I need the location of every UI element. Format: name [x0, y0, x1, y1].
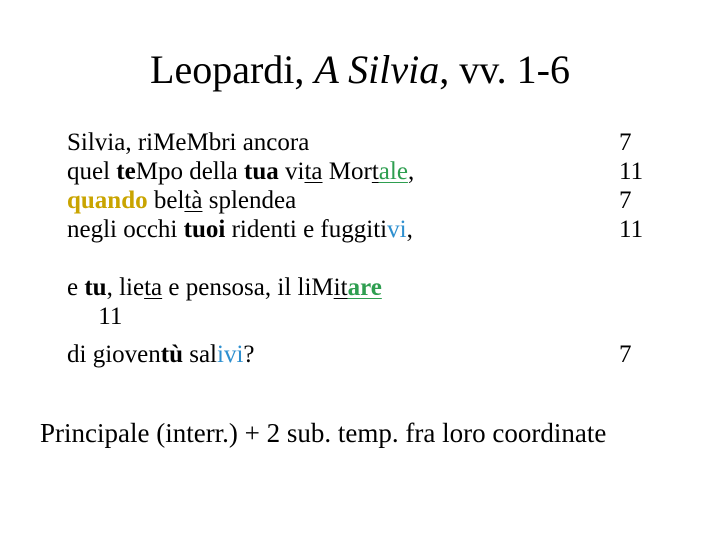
verse-segment-bold: tu	[84, 274, 107, 301]
verse-line-2	[67, 157, 414, 186]
verse-segment-highlight: quando	[67, 187, 148, 214]
rhyme-segment: ale	[378, 158, 408, 185]
verse-segment-bold: tua	[244, 158, 279, 185]
verse-segment: Mpo della	[135, 158, 245, 185]
verse-segment-underlined: ta	[144, 274, 163, 301]
verse-segment: e pensosa, il li	[162, 274, 312, 301]
verse-segment: ,	[407, 158, 415, 185]
title-author: Leopardi,	[150, 47, 305, 92]
rhyme-segment: are	[347, 274, 382, 301]
verse-line-5	[67, 273, 382, 302]
syllable-count-2: 11	[619, 158, 644, 185]
syllable-count-1: 7	[619, 129, 632, 156]
verse-segment: vi	[278, 158, 305, 185]
verse-segment: M	[186, 129, 209, 156]
syllable-count-6: 7	[619, 341, 632, 368]
verse-segment: splendea	[202, 187, 297, 214]
syllable-count-4: 11	[619, 216, 644, 243]
verse-segment: quel	[67, 158, 117, 185]
verse-segment: M	[311, 274, 334, 301]
verse-segment-underlined: tà	[184, 187, 203, 214]
syllable-count-3: 7	[619, 187, 632, 214]
verse-segment-underlined: t	[371, 158, 379, 185]
verse-segment: Mor	[322, 158, 372, 185]
verse-segment: Silvia, ri	[67, 129, 154, 156]
verse-segment: negli occhi	[67, 216, 184, 243]
verse-segment-bold: tuoi	[183, 216, 226, 243]
verse-line-6	[67, 340, 255, 369]
verse-segment-bold: te	[116, 158, 136, 185]
verse-segment: , lie	[106, 274, 145, 301]
verse-segment: bri ancora	[208, 129, 310, 156]
verse-segment-underlined: ta	[304, 158, 323, 185]
rhyme-segment: ivi	[217, 341, 244, 368]
verse-segment: bel	[147, 187, 185, 214]
slide-title	[0, 44, 720, 96]
verse-line-1	[67, 128, 309, 157]
rhyme-segment: vi	[387, 216, 407, 243]
verse-line-4	[67, 215, 413, 244]
verse-segment: sal	[182, 341, 218, 368]
verse-segment: M	[153, 129, 176, 156]
verse-segment: e	[175, 129, 187, 156]
verse-segment-underlined: it	[333, 274, 348, 301]
verse-line-3	[67, 186, 296, 215]
verse-segment: ridenti e fuggiti	[225, 216, 388, 243]
verse-segment-bold: tù	[160, 341, 183, 368]
verse-segment: di gioven	[67, 341, 161, 368]
verse-line-5-count: 11	[67, 303, 123, 330]
verse-segment: ?	[243, 341, 255, 368]
verse-segment: e	[67, 274, 85, 301]
title-work: A Silvia	[314, 47, 440, 92]
syntax-summary: Principale (interr.) + 2 sub. temp. fra loro coordinate	[40, 418, 607, 448]
title-range: , vv. 1-6	[439, 47, 570, 92]
verse-segment: ,	[406, 216, 413, 243]
